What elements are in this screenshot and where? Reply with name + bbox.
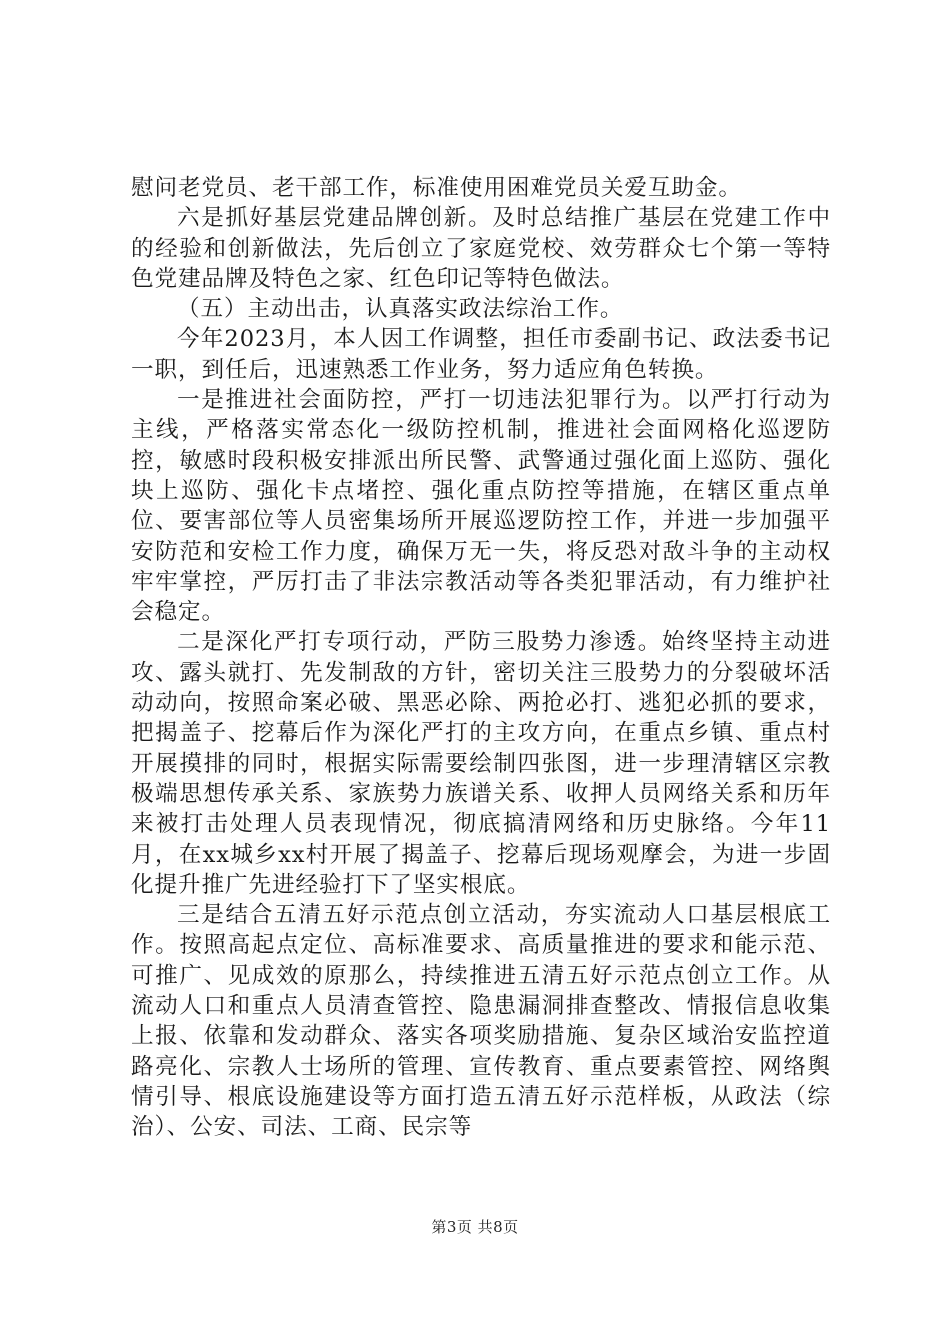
- page-number-footer: 第3页 共8页: [431, 1218, 519, 1236]
- document-body: [131, 173, 831, 1143]
- paragraph-item-two: 二是深化严打专项行动，严防三股势力渗透。始终坚持主动进攻、露头就打、先发制敌的方针，密切关注三股势力的分裂破坏活动动向，按照命案必破、黑恶必除、两抢必打、逃犯必抓的要求，把揭盖子、挖幕后作为深化严打的主攻方向，在重点乡镇、重点村开展摸排的同时，根据实际需要绘制四张图，进一步理清辖区宗教极端思想传承关系、家族势力族谱关系、收押人员网络关系和历年来被打击处理人员表现情况，彻底搞清网络和历史脉络。今年11月，在xx城乡xx村开展了揭盖子、挖幕后现场观摩会，为进一步固化提升推广先进经验打下了坚实根底。: [131, 629, 831, 898]
- paragraph-item-three: 三是结合五清五好示范点创立活动，夯实流动人口基层根底工作。按照高起点定位、高标准要求、高质量推进的要求和能示范、可推广、见成效的原那么，持续推进五清五好示范点创立工作。从流动人口和重点人员清查管控、隐患漏洞排查整改、情报信息收集上报、依靠和发动群众、落实各项奖励措施、复杂区域治安监控道路亮化、宗教人士场所的管理、宣传教育、重点要素管控、网络舆情引导、根底设施建设等方面打造五清五好示范样板，从政法（综治）、公安、司法、工商、民宗等: [131, 902, 831, 1141]
- paragraph-item-one: 一是推进社会面防控，严打一切违法犯罪行为。以严打行动为主线，严格落实常态化一级防控机制，推进社会面网格化巡逻防控，敏感时段积极安排派出所民警、武警通过强化面上巡防、强化块上巡防、强化卡点堵控、强化重点防控等措施，在辖区重点单位、要害部位等人员密集场所开展巡逻防控工作，并进一步加强平安防范和安检工作力度，确保万无一失，将反恐对敌斗争的主动权牢牢掌控，严厉打击了非法宗教活动等各类犯罪活动，有力维护社会稳定。: [131, 387, 831, 626]
- section-heading-five: （五）主动出击，认真落实政法综治工作。: [177, 296, 624, 323]
- paragraph-item-six: 六是抓好基层党建品牌创新。及时总结推广基层在党建工作中的经验和创新做法，先后创立了家庭党校、效劳群众七个第一等特色党建品牌及特色之家、红色印记等特色做法。: [131, 205, 831, 292]
- paragraph-continuation: 慰问老党员、老干部工作，标准使用困难党员关爱互助金。: [131, 175, 742, 201]
- paragraph-intro: 今年2023月，本人因工作调整，担任市委副书记、政法委书记一职，到任后，迅速熟悉工作业务，努力适应角色转换。: [131, 326, 831, 383]
